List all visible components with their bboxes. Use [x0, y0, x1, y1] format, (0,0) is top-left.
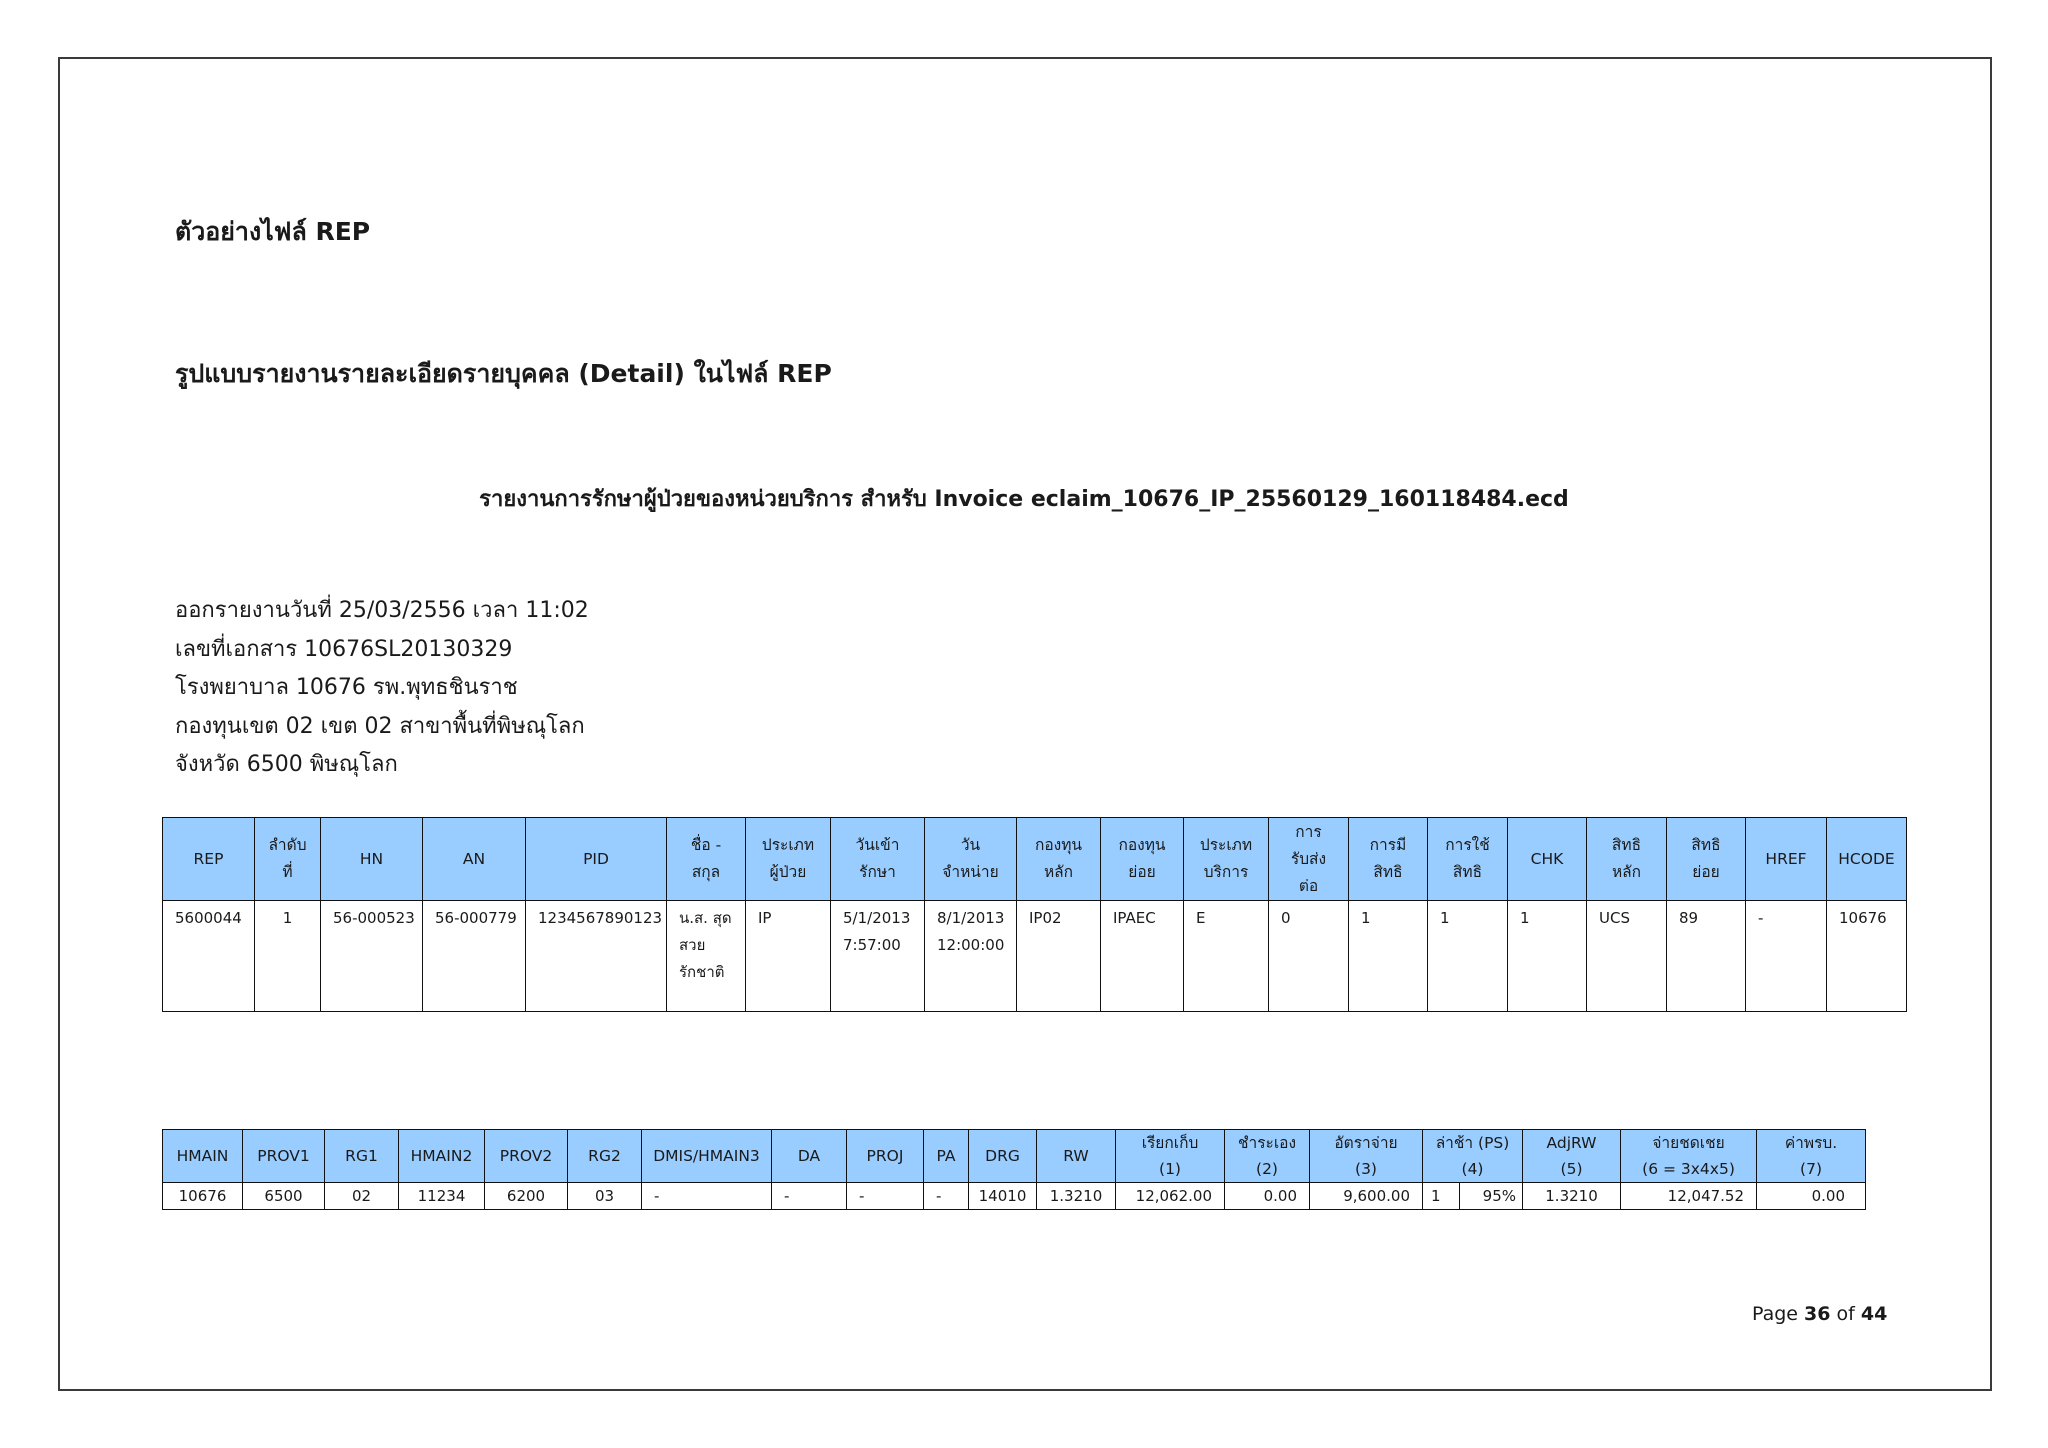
header-cell: กองทุน หลัก: [1017, 818, 1101, 901]
header-cell: สิทธิ หลัก: [1587, 818, 1667, 901]
header-cell: HREF: [1746, 818, 1827, 901]
page-number: Page 36 of 44: [1752, 1303, 1888, 1325]
table-row: [163, 901, 1907, 1012]
header-cell: ประเภท ผู้ป่วย: [746, 818, 831, 901]
header-cell: HMAIN: [163, 1130, 243, 1183]
hospital-name: โรงพยาบาล 10676 รพ.พุทธชินราช: [175, 675, 518, 700]
right-use-cell: 1: [1428, 901, 1508, 1012]
header-cell: การมี สิทธิ: [1349, 818, 1428, 901]
header-cell: RG1: [325, 1130, 399, 1183]
rg2-cell: 03: [568, 1183, 642, 1210]
header-cell: DA: [772, 1130, 847, 1183]
drg-cell: 14010: [969, 1183, 1037, 1210]
document-number: เลขที่เอกสาร 10676SL20130329: [175, 636, 513, 662]
header-cell: DMIS/HMAIN3: [642, 1130, 772, 1183]
sample-heading: ตัวอย่างไฟล์ REP: [175, 217, 371, 246]
header-cell: PROV2: [485, 1130, 568, 1183]
header-cell: RG2: [568, 1130, 642, 1183]
header-cell: HN: [321, 818, 423, 901]
hn-cell: 56-000523: [321, 901, 423, 1012]
header-cell: RW: [1037, 1130, 1116, 1183]
delay-flag-cell: 1: [1423, 1183, 1460, 1210]
header-cell: ชื่อ - สกุล: [667, 818, 746, 901]
province: จังหวัด 6500 พิษณุโลก: [175, 752, 398, 777]
header-cell: วัน จำหน่าย: [925, 818, 1017, 901]
header-cell: HMAIN2: [399, 1130, 485, 1183]
report-title: รายงานการรักษาผู้ป่วยของหน่วยบริการ สำหรับ Invoice eclaim_10676_IP_25560129_160118484.ecd: [479, 487, 1569, 512]
header-cell: AdjRW (5): [1523, 1130, 1621, 1183]
report-info: [175, 592, 589, 785]
href-cell: -: [1746, 901, 1827, 1012]
header-cell: PID: [526, 818, 667, 901]
header-cell: REP: [163, 818, 255, 901]
header-cell: CHK: [1508, 818, 1587, 901]
issued-date: ออกรายงานวันที่ 25/03/2556 เวลา 11:02: [175, 598, 589, 623]
eligibility-cell: 1: [1349, 901, 1428, 1012]
detail-table: [162, 817, 1907, 1012]
header-cell: DRG: [969, 1130, 1037, 1183]
sub-right-cell: 89: [1667, 901, 1746, 1012]
dmis-cell: -: [642, 1183, 772, 1210]
table-row: [163, 1183, 1866, 1210]
referral-cell: 0: [1269, 901, 1349, 1012]
compensation-cell: 12,047.52: [1621, 1183, 1757, 1210]
rep-cell: 5600044: [163, 901, 255, 1012]
hmain2-cell: 11234: [399, 1183, 485, 1210]
self-pay-cell: 0.00: [1225, 1183, 1310, 1210]
header-cell: การใช้ สิทธิ: [1428, 818, 1508, 901]
header-cell: อัตราจ่าย (3): [1310, 1130, 1423, 1183]
da-cell: -: [772, 1183, 847, 1210]
charge-cell: 12,062.00: [1116, 1183, 1225, 1210]
act-fee-cell: 0.00: [1757, 1183, 1866, 1210]
rate-cell: 9,600.00: [1310, 1183, 1423, 1210]
header-cell: ค่าพรบ. (7): [1757, 1130, 1866, 1183]
service-type-cell: E: [1184, 901, 1269, 1012]
hcode-cell: 10676: [1827, 901, 1907, 1012]
header-cell: ลำดับ ที่: [255, 818, 321, 901]
header-cell: PROJ: [847, 1130, 924, 1183]
prov1-cell: 6500: [243, 1183, 325, 1210]
an-cell: 56-000779: [423, 901, 526, 1012]
header-cell: จ่ายชดเชย (6 = 3x4x5): [1621, 1130, 1757, 1183]
hmain-cell: 10676: [163, 1183, 243, 1210]
header-cell: เรียกเก็บ (1): [1116, 1130, 1225, 1183]
header-cell: PROV1: [243, 1130, 325, 1183]
main-fund-cell: IP02: [1017, 901, 1101, 1012]
patient-type-cell: IP: [746, 901, 831, 1012]
delay-pct-cell: 95%: [1460, 1183, 1523, 1210]
adjrw-cell: 1.3210: [1523, 1183, 1621, 1210]
header-cell: ล่าช้า (PS) (4): [1423, 1130, 1523, 1183]
discharge-date-cell: 8/1/2013 12:00:00: [925, 901, 1017, 1012]
header-cell: การ รับส่ง ต่อ: [1269, 818, 1349, 901]
seq-cell: 1: [255, 901, 321, 1012]
proj-cell: -: [847, 1183, 924, 1210]
header-cell: HCODE: [1827, 818, 1907, 901]
chk-cell: 1: [1508, 901, 1587, 1012]
rg1-cell: 02: [325, 1183, 399, 1210]
pa-cell: -: [924, 1183, 969, 1210]
header-cell: AN: [423, 818, 526, 901]
header-cell: กองทุน ย่อย: [1101, 818, 1184, 901]
admit-date-cell: 5/1/2013 7:57:00: [831, 901, 925, 1012]
header-cell: ชำระเอง (2): [1225, 1130, 1310, 1183]
header-cell: ประเภท บริการ: [1184, 818, 1269, 901]
sub-fund-cell: IPAEC: [1101, 901, 1184, 1012]
prov2-cell: 6200: [485, 1183, 568, 1210]
rw-cell: 1.3210: [1037, 1183, 1116, 1210]
header-cell: PA: [924, 1130, 969, 1183]
pid-cell: 1234567890123: [526, 901, 667, 1012]
header-cell: วันเข้า รักษา: [831, 818, 925, 901]
fund-region: กองทุนเขต 02 เขต 02 สาขาพื้นที่พิษณุโลก: [175, 713, 585, 739]
payment-table: [162, 1129, 1866, 1210]
header-cell: สิทธิ ย่อย: [1667, 818, 1746, 901]
name-cell: น.ส. สุด สวย รักชาติ: [667, 901, 746, 1012]
main-right-cell: UCS: [1587, 901, 1667, 1012]
format-heading: รูปแบบรายงานรายละเอียดรายบุคคล (Detail) ในไฟล์ REP: [175, 359, 832, 388]
